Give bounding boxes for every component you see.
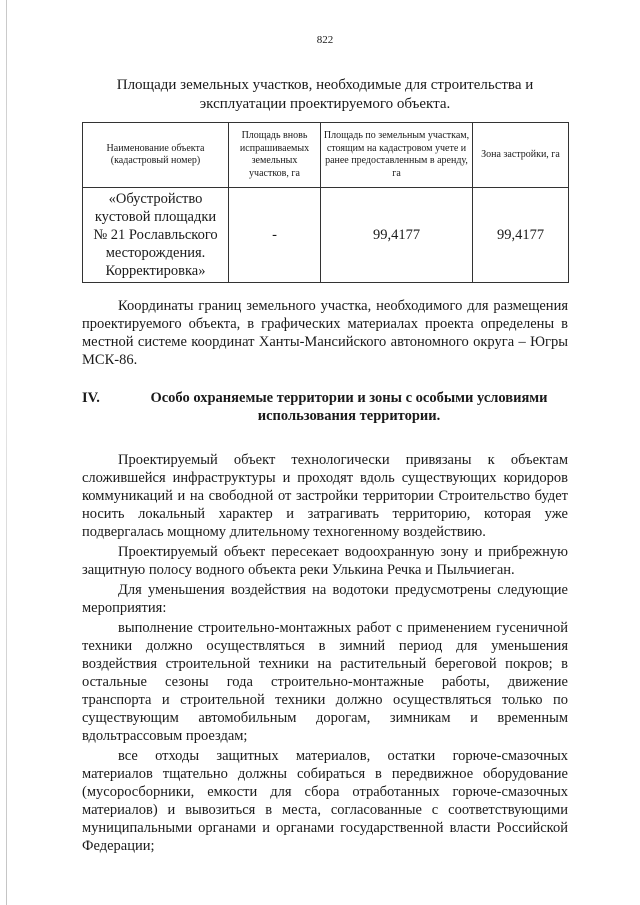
table-header-row [83, 123, 569, 188]
section-heading [82, 389, 568, 425]
header-object-name: Наименование объекта (кадастровый номер) [83, 123, 229, 188]
section-number: IV. [82, 390, 100, 406]
paragraph-water-zone: Проектируемый объект пересекает водоохранную зону и прибрежную защитную полосу водного объекта реки Улькина Речка и Пыльчиеган. [82, 544, 568, 578]
cell-new-area: - [229, 188, 321, 283]
header-registered-area: Площадь по земельным участкам, стоящим на кадастровом учете и ранее предоставленным в аренду, га [321, 123, 473, 188]
paragraph-infrastructure: Проектируемый объект технологически привязаны к объектам сложившейся инфраструктуры и проходят вдоль существующих коридоров коммуникаций и на свободной от застройки территории Строительство будет носить локальный характер и затрагивать территорию, которая уже подвергалась мощному длительному техногенному воздействию. [82, 452, 568, 540]
page-number: 822 [316, 34, 334, 46]
document-page [82, 34, 568, 855]
paragraph-measures-intro: Для уменьшения воздействия на водотоки предусмотрены следующие мероприятия: [82, 582, 568, 616]
header-building-zone: Зона застройки, га [473, 123, 569, 188]
paragraph-measure-construction: выполнение строительно-монтажных работ с применением гусеничной техники должно осуществляться в зимний период для уменьшения воздействия строительной техники на растительный береговой покров; в остальные сезоны года строительно-монтажные работы, движение транспорта и строительной техники должно осуществляться только по существующим автомобильным дорогам, зимникам и временным вдольтрассовым проездам; [82, 620, 568, 744]
coordinates-paragraph: Координаты границ земельного участка, необходимого для размещения проектируемого объекта, в графических материалах проекта определены в местной системе координат Ханты-Мансийского автономного округа – Югры МСК-86. [82, 298, 568, 368]
land-area-table [82, 122, 569, 283]
table-title: Площади земельных участков, необходимые для строительства и эксплуатации проектируемого объекта. [116, 77, 534, 112]
scan-edge [6, 0, 7, 905]
cell-building-zone: 99,4177 [473, 188, 569, 283]
table-row [83, 188, 569, 283]
cell-registered-area: 99,4177 [321, 188, 473, 283]
header-new-area: Площадь вновь испрашиваемых земельных участков, га [229, 123, 321, 188]
cell-object-name: «Обустройство кустовой площадки № 21 Рославльского месторождения. Корректировка» [83, 188, 229, 283]
section-title: Особо охраняемые территории и зоны с особыми условиями использования территории. [150, 390, 548, 424]
paragraph-measure-waste: все отходы защитных материалов, остатки горюче-смазочных материалов тщательно должны собираться в передвижное оборудование (мусоросборники, емкости для сбора отработанных горюче-смазочных материалов) и вывозиться в места, согласованные с соответствующими муниципальными органами и органами государственной власти Российской Федерации; [82, 748, 568, 854]
